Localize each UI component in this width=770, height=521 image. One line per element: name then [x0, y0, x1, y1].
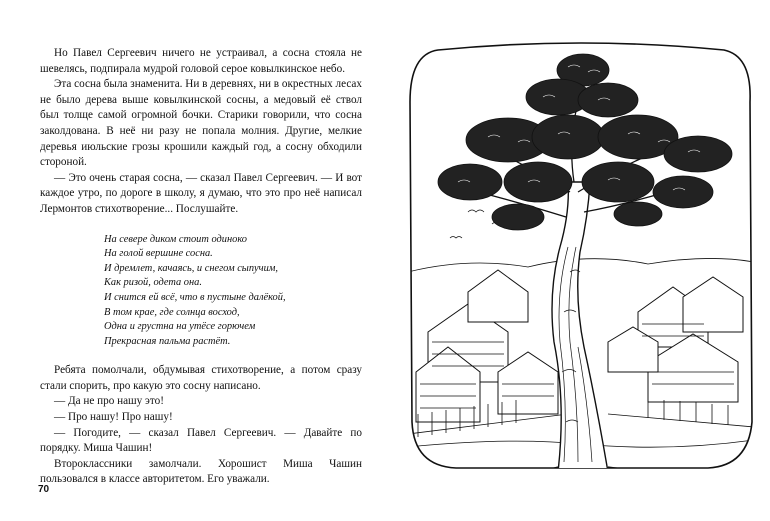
poem-line: На севере диком стоит одиноко [104, 233, 247, 245]
poem-line: Прекрасная пальма растёт. [104, 335, 231, 347]
poem-line: На голой вершине сосна. [104, 248, 213, 260]
pine-tree-village-illustration [408, 42, 754, 472]
poem-line: В том крае, где солнца восход, [104, 306, 240, 318]
paragraph-4: Ребята помолчали, обдумывая стихотворение, а потом сразу стали спорить, про какую это сосну написано. [40, 364, 362, 392]
paragraph-6: — Про нашу! Про нашу! [54, 411, 173, 424]
poem [104, 233, 362, 350]
poem-line: Одна и грустна на утёсе горючем [104, 321, 256, 333]
paragraph-8: Второклассники замолчали. Хорошист Миша Чашин пользовался в классе авторитетом. Его уважали. [40, 457, 362, 486]
poem-line: И снится ей всё, что в пустыне далёкой, [104, 291, 286, 303]
page-number: 70 [38, 484, 50, 495]
poem-line: И дремлет, качаясь, и снегом сыпучим, [104, 262, 279, 274]
paragraph-1: Но Павел Сергеевич ничего не устраивал, а сосна стояла не шевелясь, подпирала мудрой головой серое ковылкинское небо. [40, 47, 362, 75]
paragraph-2: Эта сосна была знаменита. Ни в деревнях, ни в окрестных лесах не было дерева выше ковылкинской сосны, а медовый её ствол был толще самой огромной бочки. Старики говорили, что сосна заколдована. В неё ни разу не попала молния. Другие, мелкие деревья июльские грозы крошили каждый год, а сосну обходили стороной. [40, 78, 362, 169]
paragraph-3: — Это очень старая сосна, — сказал Павел Сергеевич. — И вот каждое утро, по дороге в школу, я думаю, что это про неё написал Лермонтов стихотворение... Послушайте. [40, 171, 362, 215]
paragraph-7: — Погодите, — сказал Павел Сергеевич. — Давайте по порядку. Миша Чашин! [40, 426, 362, 455]
poem-line: Как ризой, одета она. [104, 277, 202, 289]
text-column [40, 46, 362, 488]
paragraph-5: — Да не про нашу это! [54, 395, 164, 408]
